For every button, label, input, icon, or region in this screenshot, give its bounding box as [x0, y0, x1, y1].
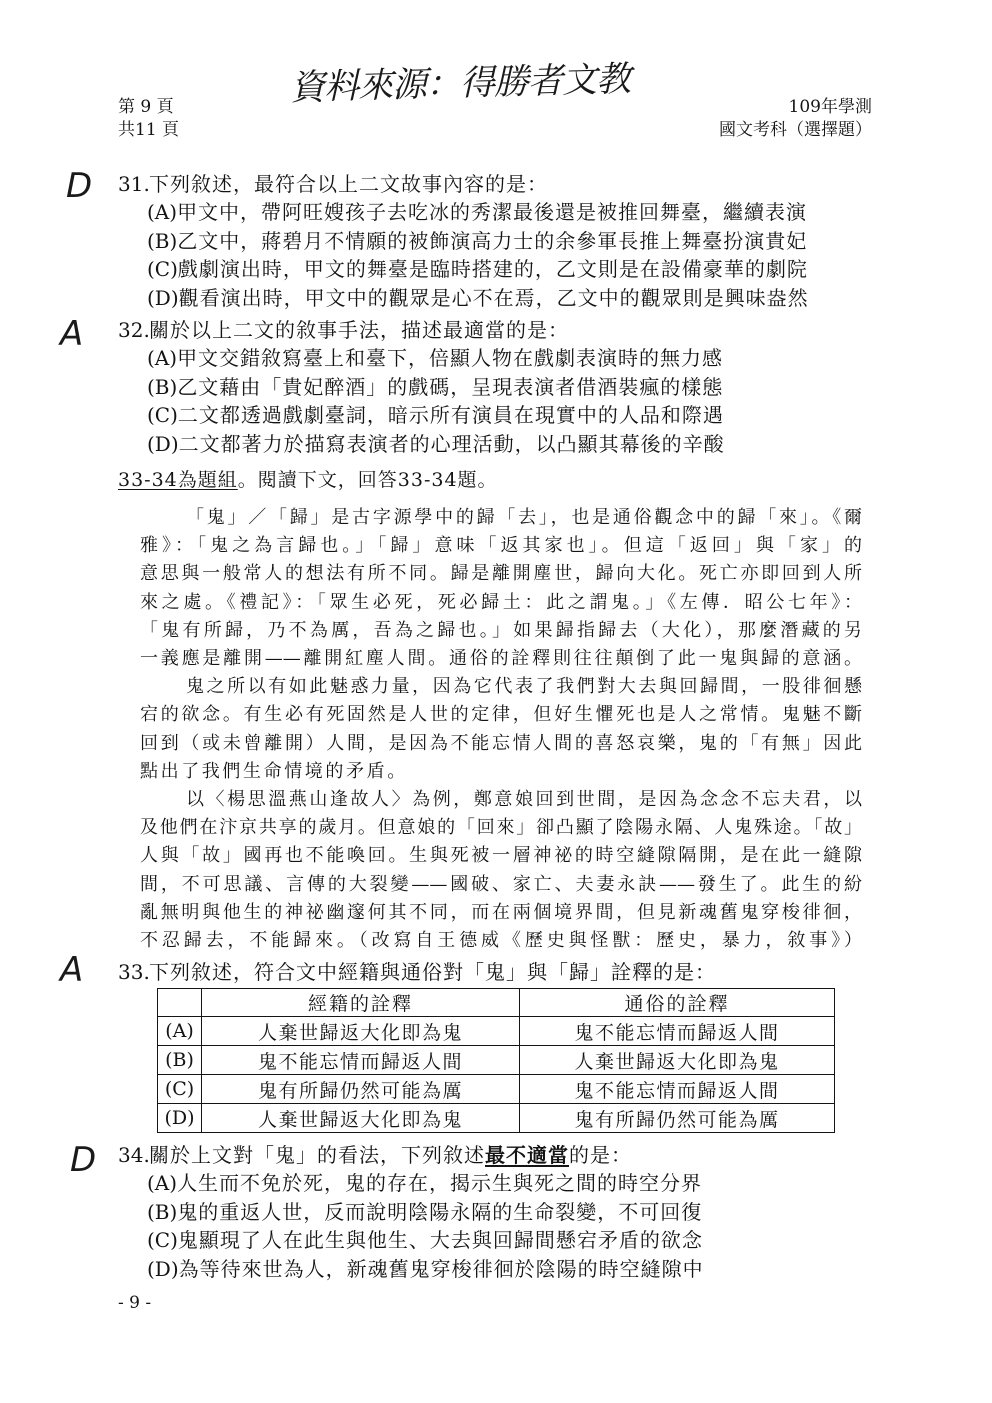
option-text: 人生而不免於死，鬼的存在，揭示生與死之間的時空分界	[177, 1171, 703, 1196]
option-text: 甲文交錯敘寫臺上和臺下，倍顯人物在戲劇表演時的無力感	[177, 346, 724, 371]
passage-line: 「鬼」／「歸」是古字源學中的歸「去」，也是通俗觀念中的歸「來」。《爾	[186, 507, 862, 528]
passage-line: 不忍歸去，不能歸來。（改寫自王德威《歷史與怪獸：歷史，暴力，敘事》）	[140, 930, 862, 952]
option-text: 觀看演出時，甲文中的觀眾是心不在焉，乙文中的觀眾則是興味盎然	[178, 285, 809, 310]
classic-interpretation: 人棄世歸返大化即為鬼	[202, 1104, 520, 1133]
question-number: 32.	[118, 318, 150, 342]
option-a	[118, 198, 809, 226]
classic-interpretation: 鬼有所歸仍然可能為厲	[202, 1075, 520, 1104]
option-c	[118, 401, 725, 429]
option-label: (A)	[147, 346, 178, 371]
question-31	[118, 170, 809, 312]
passage-line: 以〈楊思溫燕山逢故人〉為例，鄭意娘回到世間，是因為念念不忘夫君，以	[186, 789, 862, 811]
passage-line: 鬼之所以有如此魅惑力量，因為它代表了我們對大去與回歸間，一股徘徊懸	[186, 676, 862, 698]
question-32	[118, 316, 725, 458]
question-stem-text: 關於上文對「鬼」的看法，下列敘述	[149, 1143, 485, 1167]
exam-info	[719, 96, 872, 142]
option-label: (A)	[147, 200, 178, 225]
page-info	[118, 96, 179, 142]
option-a	[118, 344, 725, 372]
option-text: 乙文藉由「貴妃醉酒」的戲碼，呈現表演者借酒裝瘋的樣態	[177, 374, 724, 399]
row-label: (C)	[158, 1075, 202, 1104]
option-b	[118, 227, 809, 255]
question-stem-text: 下列敘述，符合文中經籍與通俗對「鬼」與「歸」詮釋的是：	[149, 960, 716, 984]
passage-line: 點出了我們生命情境的矛盾。	[140, 760, 408, 782]
passage-line: 回到（或未曾離開）人間，是因為不能忘情人間的喜怒哀樂，鬼的「有無」因此	[140, 732, 862, 754]
question-stem-text: 下列敘述，最符合以上二文故事內容的是：	[149, 172, 548, 196]
option-a	[118, 1169, 704, 1197]
column-header-popular: 通俗的詮釋	[520, 989, 835, 1017]
table-header-row	[158, 989, 835, 1017]
reading-passage	[140, 504, 862, 955]
option-b	[118, 373, 725, 401]
passage-line: 間，不可思議、言傳的大裂變——國破、家亡、夫妻永訣——發生了。此生的紛	[140, 873, 862, 895]
question-stem-text: 關於以上二文的敘事手法，描述最適當的是：	[149, 318, 569, 342]
question-number: 33.	[118, 960, 150, 984]
option-b	[118, 1198, 704, 1226]
option-text: 乙文中，蔣碧月不情願的被飾演高力士的余參軍長推上舞臺扮演貴妃	[177, 228, 808, 253]
option-d	[118, 284, 809, 312]
passage-line: 及他們在汴京共享的歲月。但意娘的「回來」卻凸顯了陰陽永隔、人鬼殊途。「故」	[140, 817, 862, 839]
passage-line: 來之處。《禮記》：「眾生必死，死必歸土：此之謂鬼。」《左傳．昭公七年》：	[140, 591, 862, 613]
total-pages-label: 共11 頁	[118, 120, 180, 140]
question-34	[118, 1141, 704, 1283]
option-label: (C)	[147, 403, 178, 428]
option-d	[118, 430, 725, 458]
table-row	[158, 1046, 835, 1075]
popular-interpretation: 鬼不能忘情而歸返人間	[520, 1017, 835, 1046]
option-label: (B)	[147, 1199, 178, 1224]
option-text: 甲文中，帶阿旺嫂孩子去吃冰的秀潔最後還是被推回舞臺，繼續表演	[177, 200, 808, 225]
popular-interpretation: 鬼有所歸仍然可能為厲	[520, 1104, 835, 1133]
table-row	[158, 1104, 835, 1133]
question-stem	[118, 170, 809, 198]
option-label: (D)	[147, 285, 179, 310]
handwritten-answer-mark-31: D	[66, 166, 93, 206]
group-instruction: 。閱讀下文，回答33-34題。	[237, 469, 498, 491]
table-corner-cell	[158, 989, 202, 1017]
option-label: (B)	[147, 228, 178, 253]
question-number: 31.	[118, 172, 150, 196]
option-text: 二文都透過戲劇臺詞，暗示所有演員在現實中的人品和際遇	[177, 403, 724, 428]
question-stem-emphasis: 最不適當	[485, 1143, 569, 1167]
exam-subject: 國文考科（選擇題）	[719, 120, 872, 140]
question-stem	[118, 316, 725, 344]
passage-line: 意思與一般常人的想法有所不同。歸是離開塵世，歸向大化。死亡亦即回到人所	[140, 563, 862, 585]
row-label: (D)	[158, 1104, 202, 1133]
interpretation-table	[157, 988, 835, 1133]
table-row	[158, 1075, 835, 1104]
passage-line: 一義應是離開——離開紅塵人間。通俗的詮釋則往往顛倒了此一鬼與歸的意涵。	[140, 648, 862, 670]
option-c	[118, 1226, 704, 1254]
page-number-footer: - 9 -	[118, 1293, 152, 1313]
question-stem	[118, 1141, 704, 1169]
popular-interpretation: 鬼不能忘情而歸返人間	[520, 1075, 835, 1104]
handwritten-answer-mark-33: A	[60, 950, 84, 990]
page-label: 第 9 頁	[118, 97, 174, 117]
classic-interpretation: 鬼不能忘情而歸返人間	[202, 1046, 520, 1075]
group-label: 33-34為題組	[118, 469, 238, 491]
option-label: (C)	[147, 1228, 178, 1253]
passage-line: 「鬼有所歸，乃不為厲，吾為之歸也。」如果歸指歸去（大化），那麼潛藏的另	[140, 619, 862, 641]
classic-interpretation: 人棄世歸返大化即為鬼	[202, 1017, 520, 1046]
option-text: 鬼顯現了人在此生與他生、大去與回歸間懸宕矛盾的欲念	[177, 1228, 703, 1253]
option-text: 二文都著力於描寫表演者的心理活動，以凸顯其幕後的辛酸	[178, 431, 725, 456]
option-label: (C)	[147, 257, 178, 282]
handwritten-answer-mark-32: A	[60, 314, 84, 354]
option-text: 戲劇演出時，甲文的舞臺是臨時搭建的，乙文則是在設備豪華的劇院	[177, 257, 808, 282]
column-header-classic: 經籍的詮釋	[202, 989, 520, 1017]
option-label: (D)	[147, 431, 179, 456]
option-c	[118, 255, 809, 283]
passage-line: 宕的欲念。有生必有死固然是人世的定律，但好生懼死也是人之常情。鬼魅不斷	[140, 704, 862, 726]
question-33	[118, 958, 716, 986]
option-text: 為等待來世為人，新魂舊鬼穿梭徘徊於陰陽的時空縫隙中	[178, 1256, 704, 1281]
option-label: (D)	[147, 1256, 179, 1281]
exam-year: 109年學測	[788, 97, 872, 117]
popular-interpretation: 人棄世歸返大化即為鬼	[520, 1046, 835, 1075]
handwritten-answer-mark-34: D	[70, 1140, 97, 1180]
option-label: (B)	[147, 374, 178, 399]
handwritten-source-note: 資料來源：得勝者文教	[289, 59, 631, 109]
row-label: (B)	[158, 1046, 202, 1075]
question-stem	[118, 958, 716, 986]
option-d	[118, 1255, 704, 1283]
option-text: 鬼的重返人世，反而說明陰陽永隔的生命裂變，不可回復	[177, 1199, 703, 1224]
question-group-heading	[118, 466, 498, 494]
question-stem-text-end: 的是：	[569, 1143, 632, 1167]
table-row	[158, 1017, 835, 1046]
passage-line: 亂無明與他生的神祕幽邃何其不同，而在兩個境界間，但見新魂舊鬼穿梭徘徊，	[140, 901, 862, 923]
row-label: (A)	[158, 1017, 202, 1046]
question-number: 34.	[118, 1143, 150, 1167]
passage-line: 人與「故」國再也不能喚回。生與死被一層神祕的時空縫隙隔開，是在此一縫隙	[140, 845, 862, 867]
option-label: (A)	[147, 1171, 178, 1196]
passage-line: 雅》：「鬼之為言歸也。」「歸」意味「返其家也」。但這「返回」與「家」的	[140, 535, 862, 557]
